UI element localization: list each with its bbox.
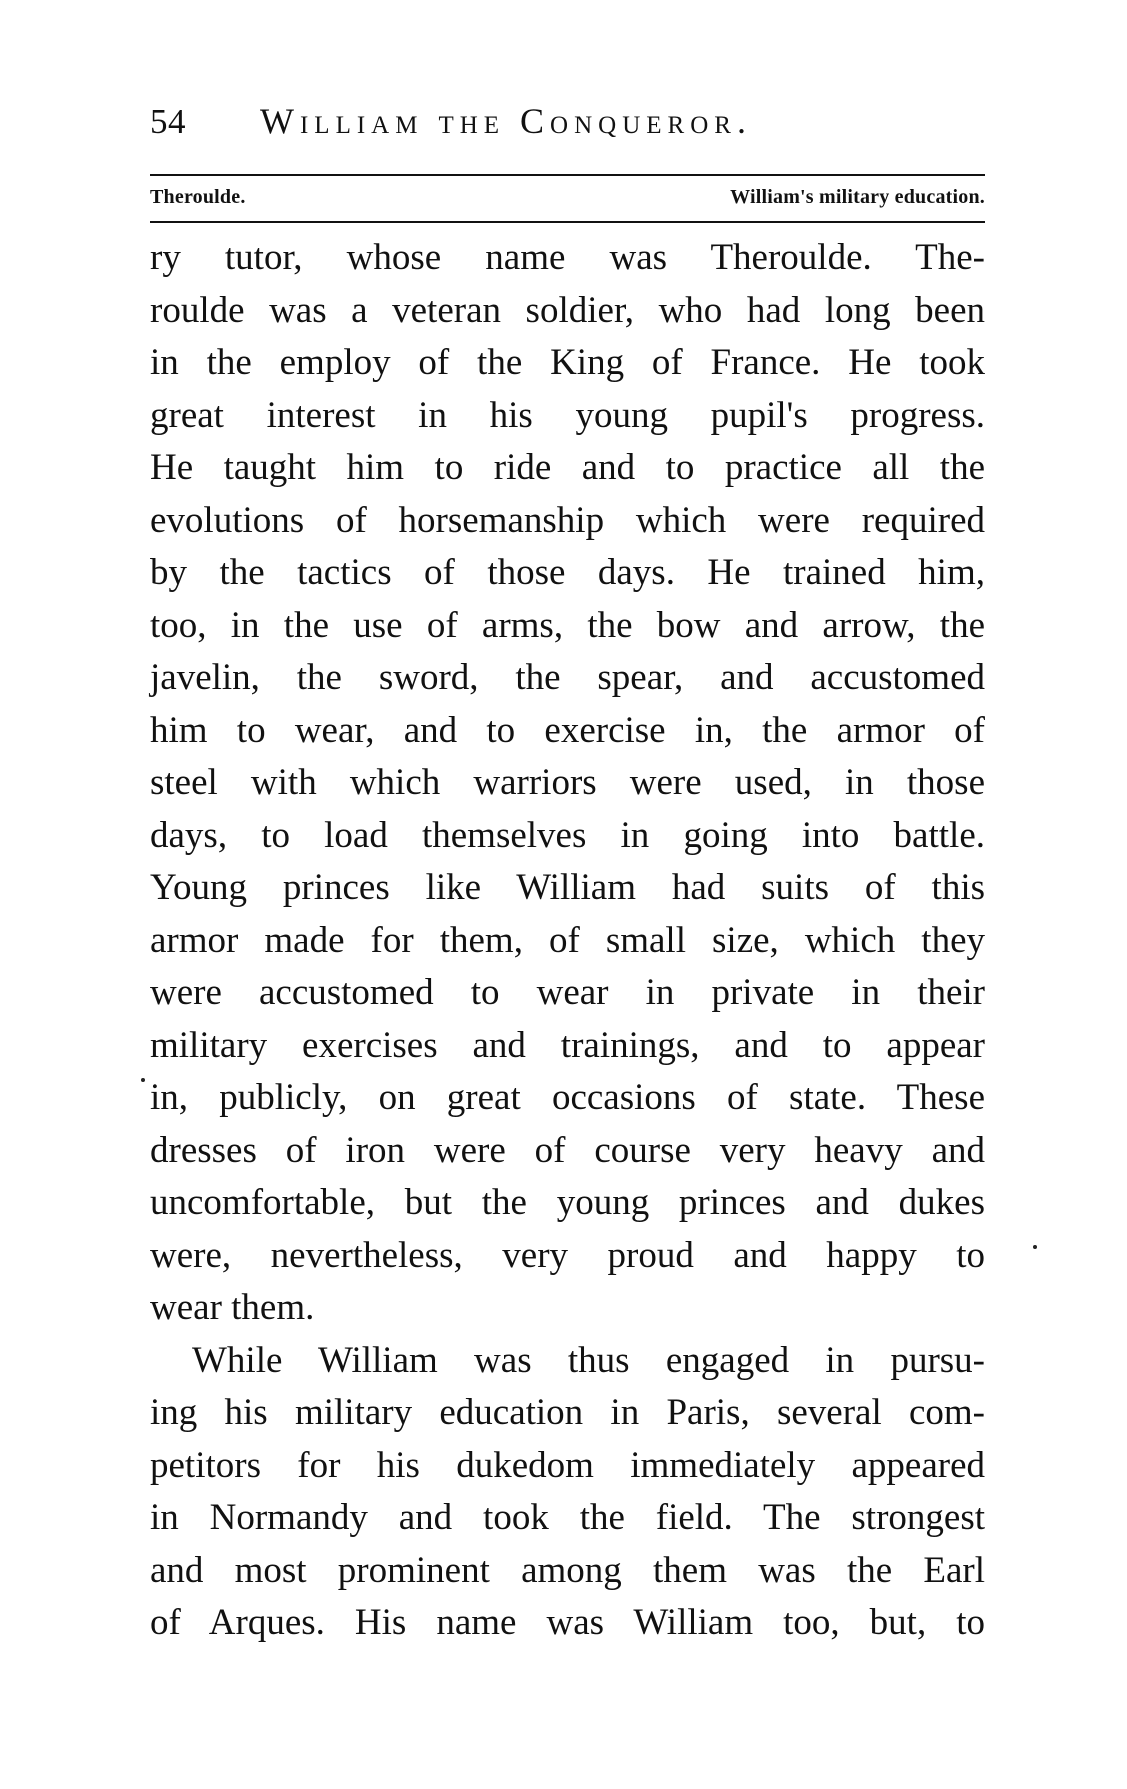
subhead-left: Theroulde. [150, 185, 246, 208]
margin-speck-left [141, 1078, 145, 1082]
text-line: in the employ of the King of France. He took [150, 342, 985, 383]
text-line: days, to load themselves in going into battle. [150, 814, 985, 856]
paragraph-1 [150, 232, 985, 1335]
paragraph-2 [150, 1335, 985, 1650]
text-line: uncomfortable, but the young princes and dukes [150, 1182, 985, 1223]
text-line: great interest in his young pupil's progress. [150, 394, 985, 436]
text-line: and most prominent among them was the Earl [150, 1549, 985, 1591]
page-number: 54 [150, 102, 186, 141]
text-line: were accustomed to wear in private in their [150, 972, 985, 1013]
subhead [150, 182, 985, 212]
text-line: steel with which warriors were used, in those [150, 762, 985, 803]
margin-speck-right [1033, 1245, 1037, 1249]
running-head [150, 100, 985, 162]
text-line: ing his military education in Paris, several com- [150, 1392, 985, 1433]
text-line: roulde was a veteran soldier, who had long been [150, 289, 985, 331]
text-line: military exercises and trainings, and to appear [150, 1024, 985, 1066]
text-line: too, in the use of arms, the bow and arrow, the [150, 604, 985, 646]
header-rule-top [150, 174, 985, 176]
text-line: in Normandy and took the field. The strongest [150, 1497, 985, 1538]
text-line: He taught him to ride and to practice all the [150, 447, 985, 488]
header-rule-bottom [150, 221, 985, 223]
text-line: wear them. [150, 1287, 315, 1328]
body-text [150, 232, 985, 1650]
text-line: in, publicly, on great occasions of state. These [150, 1077, 985, 1118]
text-line: were, nevertheless, very proud and happy to [150, 1234, 985, 1276]
book-page [150, 100, 985, 1720]
text-line: evolutions of horsemanship which were required [150, 499, 985, 541]
text-line: petitors for his dukedom immediately appeared [150, 1444, 985, 1486]
book-title: William the Conqueror. [260, 101, 752, 141]
text-line: of Arques. His name was William too, but, to [150, 1602, 985, 1643]
text-line: him to wear, and to exercise in, the armor of [150, 709, 985, 751]
text-line: Young princes like William had suits of this [150, 867, 985, 908]
text-line: armor made for them, of small size, which they [150, 919, 985, 961]
text-line: While William was thus engaged in pursu- [192, 1339, 985, 1381]
text-line: javelin, the sword, the spear, and accustomed [150, 657, 985, 698]
text-line: dresses of iron were of course very heavy and [150, 1129, 985, 1171]
text-line: by the tactics of those days. He trained him, [150, 552, 985, 593]
text-line: ry tutor, whose name was Theroulde. The- [150, 237, 985, 278]
subhead-right: William's military education. [730, 185, 985, 208]
